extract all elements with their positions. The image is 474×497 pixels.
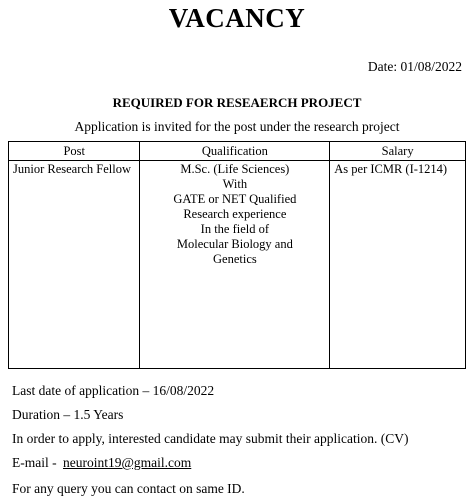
email-label: E-mail - <box>12 455 57 470</box>
qualification-line: With <box>222 177 248 191</box>
last-date-text: Last date of application – 16/08/2022 <box>12 383 215 398</box>
table-header-row <box>9 142 466 161</box>
post-cell: Junior Research Fellow <box>9 161 140 369</box>
duration-text: Duration – 1.5 Years <box>12 407 124 422</box>
qualification-line: Research experience <box>183 207 287 221</box>
header-qualification: Qualification <box>140 142 330 161</box>
salary-cell: As per ICMR (I-1214) <box>330 161 466 369</box>
project-heading: REQUIRED FOR RESEAERCH PROJECT <box>112 95 362 110</box>
vacancy-table <box>8 141 466 369</box>
apply-note: In order to apply, interested candidate may submit their application. (CV) <box>12 431 409 446</box>
qualification-cell <box>140 161 330 369</box>
table-row <box>9 161 466 369</box>
qualification-line: In the field of <box>200 222 270 236</box>
header-salary: Salary <box>330 142 466 161</box>
intro-text: Application is invited for the post under the research project <box>74 119 400 134</box>
query-note: For any query you can contact on same ID. <box>12 481 245 496</box>
email-line <box>12 455 191 471</box>
qualification-line: Molecular Biology and <box>176 237 293 251</box>
notice-date: Date: 01/08/2022 <box>367 59 462 74</box>
page-title: VACANCY <box>168 3 306 33</box>
qualification-line: M.Sc. (Life Sciences) <box>180 162 290 176</box>
email-link[interactable]: neuroint19@gmail.com <box>62 455 192 470</box>
qualification-line: Genetics <box>213 252 257 266</box>
qualification-line: GATE or NET Qualified <box>173 192 297 206</box>
header-post: Post <box>9 142 140 161</box>
